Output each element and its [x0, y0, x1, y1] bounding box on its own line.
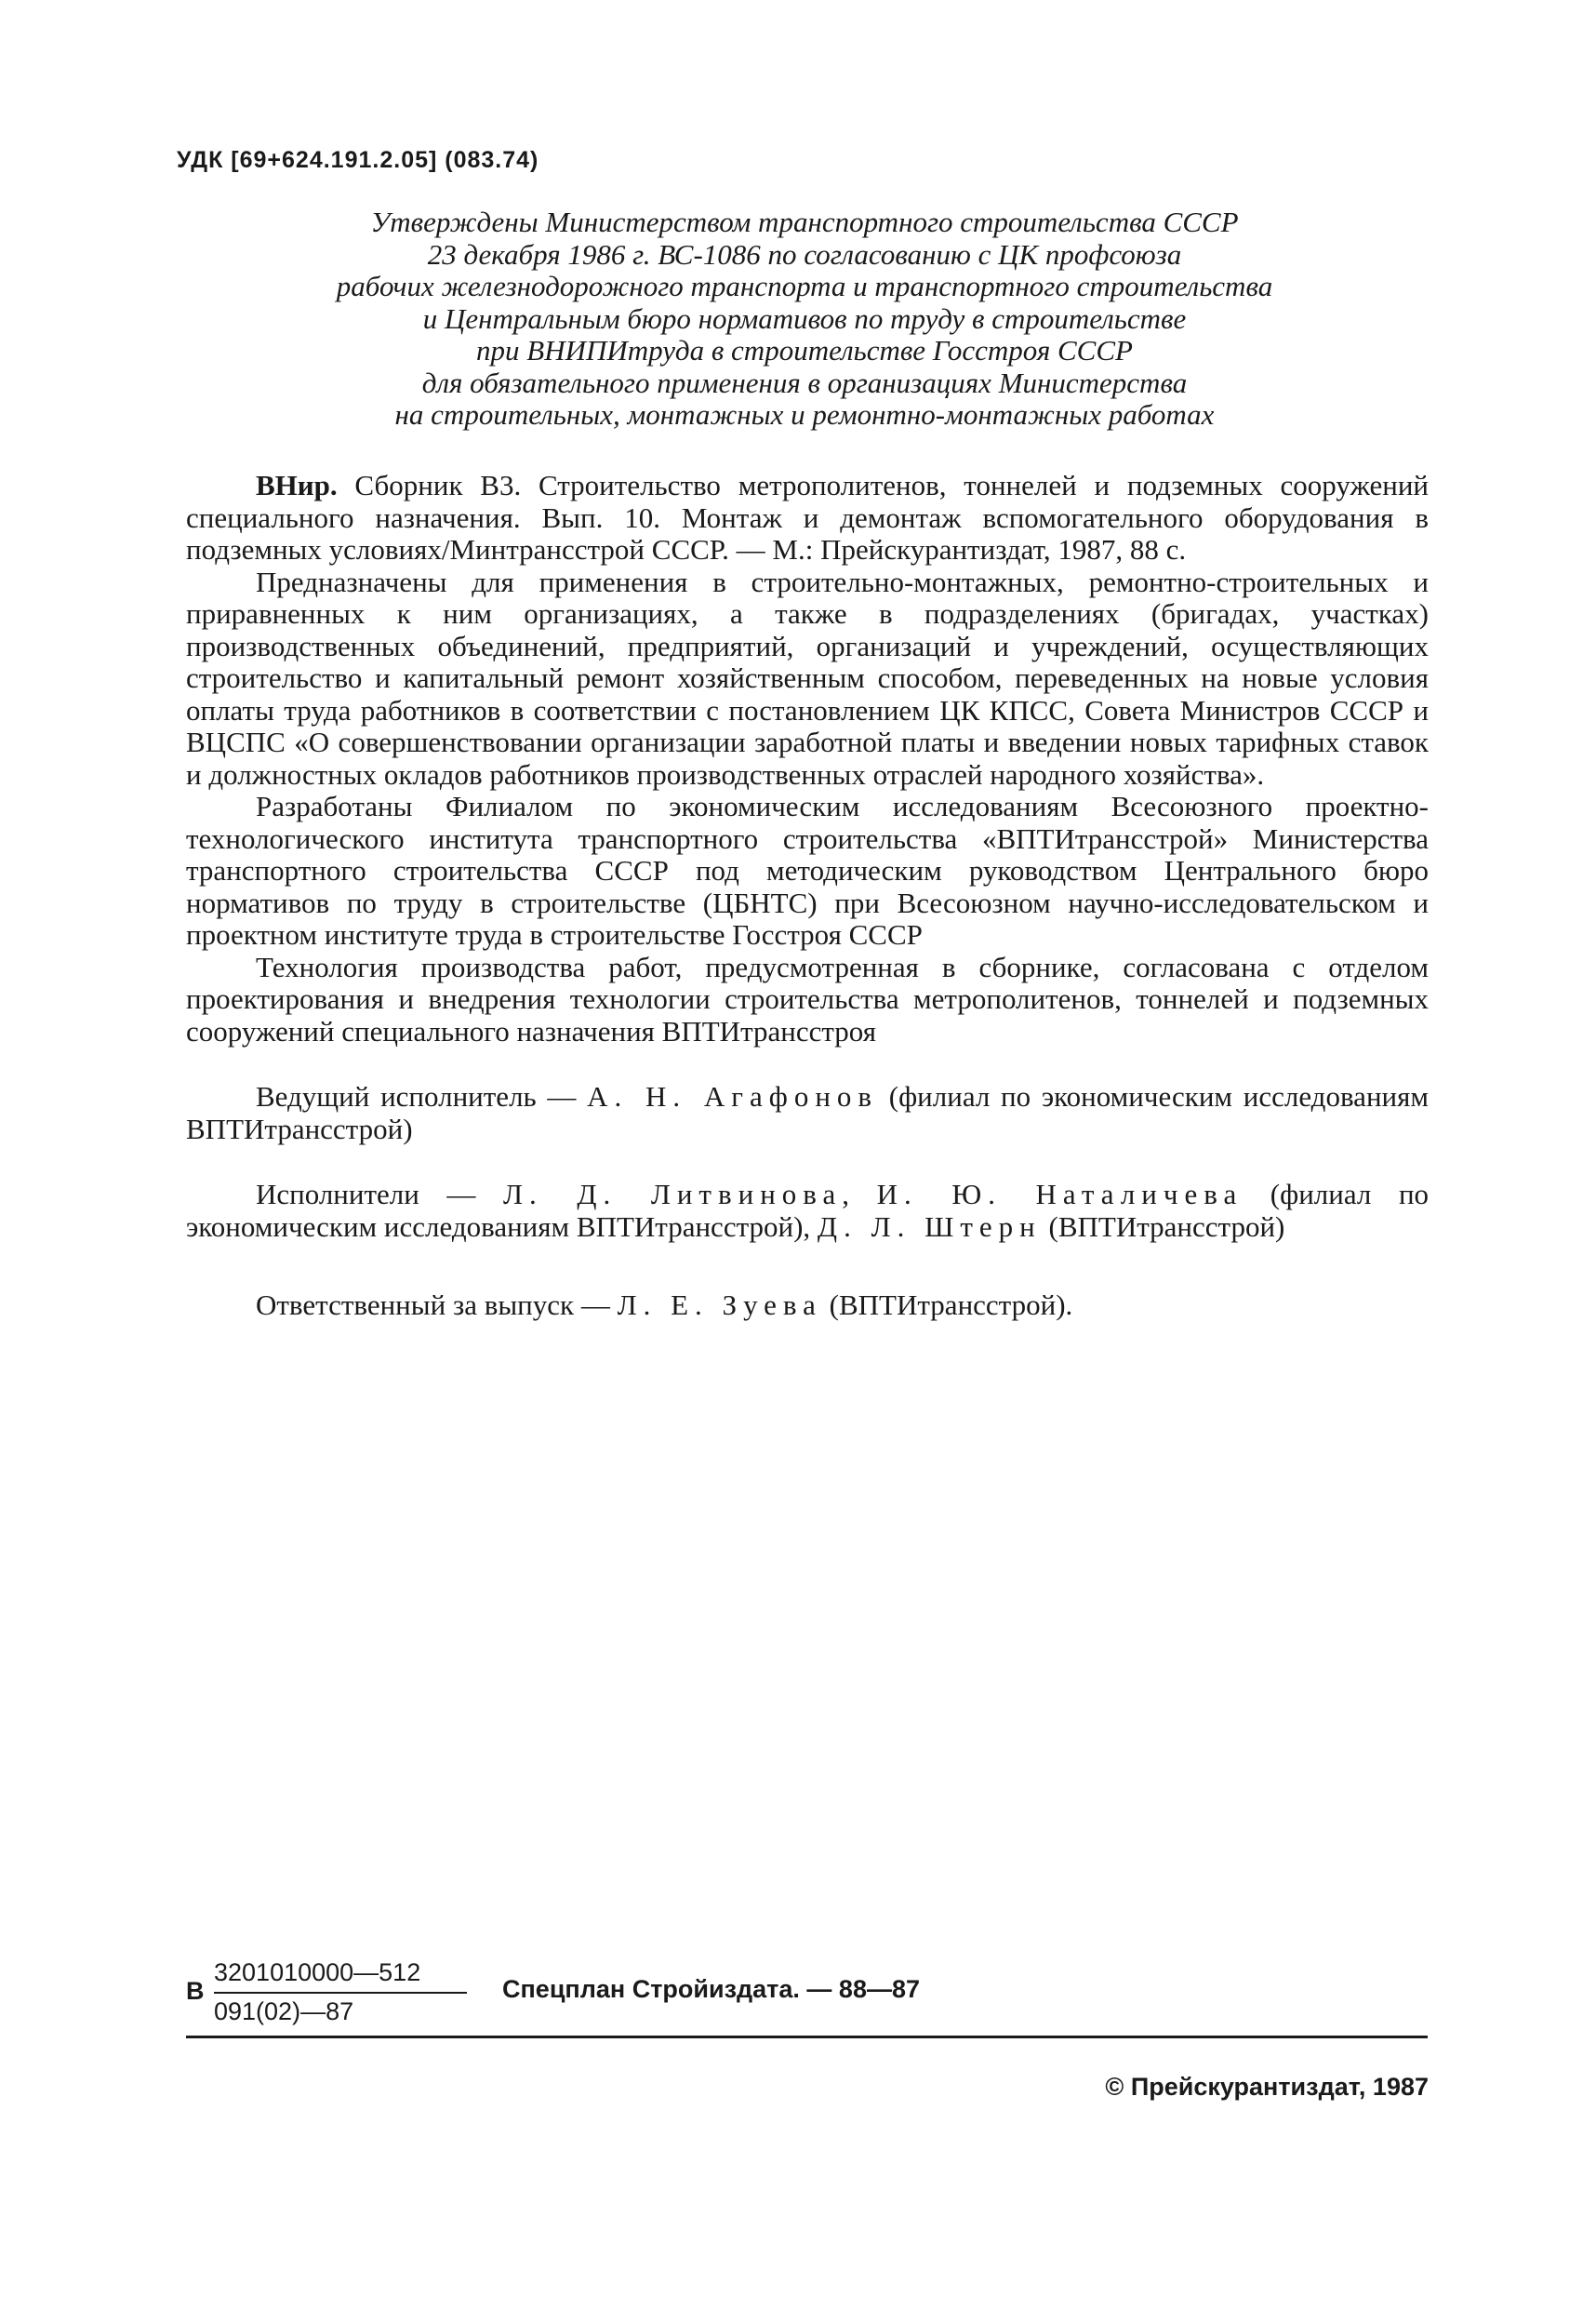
executor-name: И. Ю. Наталичева: [876, 1178, 1244, 1210]
executor-name: Д. Л. Штерн: [817, 1209, 1042, 1243]
technology-paragraph: Технология производства работ, предусмотренная в сборнике, согласована с отделом проектирования и внедрения технологии строительства метрополитенов, тоннелей и подземных сооружений специального назначения ВПТИтрансстроя: [186, 950, 1429, 1048]
executors-separator: ,: [842, 1178, 877, 1210]
executors-suffix: (ВПТИтрансстрой): [1041, 1209, 1285, 1243]
code-letter: В: [186, 1977, 205, 2005]
lead-executor-name: А. Н. Агафонов: [587, 1080, 879, 1113]
approval-line: и Центральным бюро нормативов по труду в строительстве: [422, 301, 1187, 335]
footer-divider: [186, 2036, 1428, 2038]
responsible-suffix: (ВПТИтрансстрой).: [821, 1289, 1073, 1321]
executor-name: Л. Д. Литвинова: [503, 1178, 843, 1210]
biblio-text: Сборник В3. Строительство метрополитенов, тоннелей и подземных сооружений специального назначения. Вып. 10. Монтаж и демонтаж вспомогательного оборудования в подземных условиях/Минтрансстрой СССР. — М.: Прейскурантиздат, 1987, 88 с.: [186, 469, 1429, 566]
lead-executor-suffix: (филиал по экономическим исследованиям ВПТИтрансстрой): [186, 1080, 1429, 1145]
bibliographic-entry: [186, 470, 1429, 567]
udk-code: УДК [69+624.191.2.05] (083.74): [177, 147, 539, 173]
fraction-line: [214, 1992, 467, 1994]
purpose-paragraph: Предназначены для применения в строительно-монтажных, ремонтно-строительных и приравненных к ним организациях, а также в подразделениях (бригадах, участках) производственных объединений, предприятий, организаций и учреждений, осуществляющих строительство и капитальный ремонт хозяйственным способом, переведенных на новые условия оплаты труда работников в соответствии с постановлением ЦК КПСС, Совета Министров СССР и ВЦСПС «О совершенствовании организации заработной платы и введении новых тарифных ставок и должностных окладов работников производственных отраслей народного хозяйства».: [186, 565, 1429, 791]
approval-line: на строительных, монтажных и ремонтно-монтажных работах: [394, 398, 1215, 431]
responsible-paragraph: [186, 1289, 1429, 1322]
approval-line: 23 декабря 1986 г. ВС-1086 по согласованию с ЦК профсоюза: [427, 237, 1182, 271]
lead-executor-paragraph: [186, 1081, 1429, 1145]
approval-line: при ВНИПИтруда в строительстве Госстроя СССР: [476, 334, 1133, 367]
copyright-notice: © Прейскурантиздат, 1987: [1105, 2073, 1429, 2101]
code-numerator: 3201010000—512: [214, 1958, 421, 1986]
responsible-prefix: Ответственный за выпуск —: [256, 1289, 618, 1321]
responsible-name: Л. Е. Зуева: [617, 1289, 822, 1321]
approval-line: для обязательного применения в организациях Министерства: [421, 366, 1188, 399]
executors-paragraph: [186, 1179, 1429, 1243]
main-text: [186, 470, 1429, 1322]
approval-line: рабочих железнодорожного транспорта и транспортного строительства: [336, 270, 1273, 302]
approval-line: Утверждены Министерством транспортного строительства СССР: [370, 206, 1239, 238]
publishing-plan: Спецплан Стройиздата. — 88—87: [502, 1975, 920, 2003]
developed-paragraph: Разработаны Филиалом по экономическим исследованиям Всесоюзного проектно-технологического института транспортного строительства «ВПТИтрансстрой» Министерства транспортного строительства СССР под методическим руководством Центрального бюро нормативов по труду в строительстве (ЦБНТС) при Всесоюзном научно-исследовательском и проектном институте труда в строительстве Госстроя СССР: [186, 790, 1429, 951]
code-denominator: 091(02)—87: [214, 1997, 354, 2025]
lead-executor-prefix: Ведущий исполнитель —: [256, 1080, 588, 1113]
executors-prefix: Исполнители —: [256, 1178, 503, 1210]
approval-block: [177, 207, 1432, 432]
executors-affiliation: (филиал по экономическим исследованиям ВПТИтрансстрой),: [186, 1178, 1430, 1243]
biblio-lead: ВНир.: [256, 469, 338, 501]
